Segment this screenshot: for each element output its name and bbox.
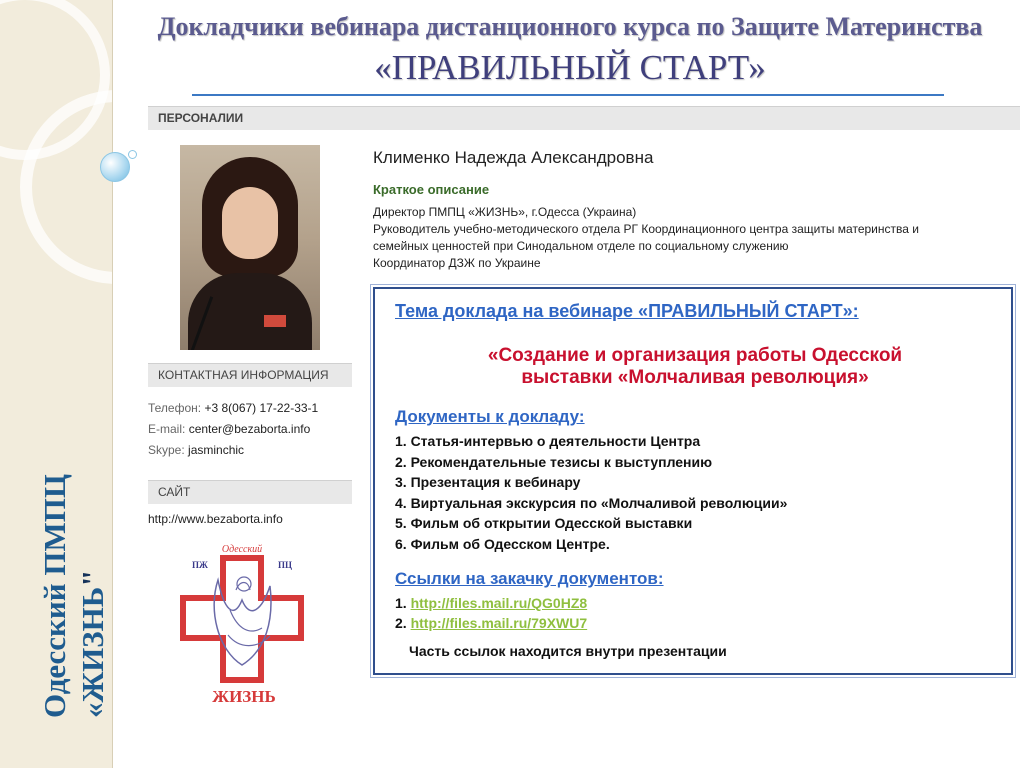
docs-list-item: 1. Статья-интервью о деятельности Центра (395, 433, 701, 449)
report-title-line: «Создание и организация работы Одесской (487, 345, 903, 366)
report-box (373, 287, 1013, 675)
contact-phone (148, 398, 318, 419)
docs-list (395, 431, 787, 554)
report-title-line: выставки «Молчаливая революция» (521, 367, 869, 388)
download-link-number: 1. (395, 595, 411, 611)
description-line: Руководитель учебно-методического отдела РГ Координационного центра защиты материнства и (373, 222, 919, 236)
description-line: Директор ПМПЦ «ЖИЗНЬ», г.Одесса (Украина) (373, 205, 637, 219)
site-link[interactable]: http://www.bezaborta.info (148, 512, 283, 526)
download-link-number: 2. (395, 615, 411, 631)
download-links-list (395, 593, 587, 633)
skype-value: jasminchic (188, 443, 245, 457)
docs-list-item: 6. Фильм об Одесском Центре. (395, 535, 610, 552)
phone-label: Телефон: (148, 401, 202, 415)
description-line: Координатор ДЗЖ по Украине (373, 256, 541, 270)
phone-value: +3 8(067) 17-22-33-1 (204, 401, 319, 415)
download-links-heading: Ссылки на закачку документов: (395, 569, 664, 588)
contact-info (148, 398, 318, 461)
docs-heading: Документы к докладу: (395, 407, 585, 426)
title-divider (192, 94, 944, 96)
speaker-photo (180, 145, 320, 350)
docs-list-item: 5. Фильм об открытии Одесской выставки (395, 515, 693, 531)
download-link[interactable]: http://files.mail.ru/79XWU7 (410, 615, 588, 631)
logo-cross (183, 558, 301, 680)
email-label: E-mail: (148, 422, 186, 436)
logo-top-text: Одесский (221, 544, 263, 555)
decor-bubble (100, 152, 130, 182)
description-text (373, 204, 993, 272)
org-logo (178, 540, 308, 710)
org-name-line2-quote: " (75, 569, 110, 587)
speaker-name: Клименко Надежда Александровна (373, 148, 654, 167)
left-decor-strip (0, 0, 113, 768)
section-bar-contact: КОНТАКТНАЯ ИНФОРМАЦИЯ (148, 363, 352, 387)
description-heading: Краткое описание (373, 182, 490, 197)
org-name-line1: Одесский ПМПЦ (37, 474, 72, 718)
contact-email (148, 419, 318, 440)
org-name-line2-text: «ЖИЗНЬ (75, 586, 110, 718)
logo-left-text: ПЖ (192, 560, 208, 570)
docs-list-item: 4. Виртуальная экскурсия по «Молчаливой революции» (395, 494, 788, 511)
logo-bottom-text: ЖИЗНЬ (212, 687, 276, 706)
page-title: Докладчики вебинара дистанционного курса по Защите Материнства (157, 12, 983, 41)
report-note: Часть ссылок находится внутри презентации (409, 643, 727, 659)
org-name-line2 (74, 388, 112, 718)
skype-label: Skype: (148, 443, 185, 457)
email-value[interactable]: center@bezaborta.info (188, 422, 311, 436)
docs-list-item: 3. Презентация к вебинару (395, 474, 581, 490)
section-bar-personal: ПЕРСОНАЛИИ (148, 106, 1020, 130)
description-line: семейных ценностей при Синодальном отделе по социальному служению (373, 239, 789, 253)
report-topic-label: Тема доклада на вебинаре «ПРАВИЛЬНЫЙ СТАРТ»: (395, 301, 859, 321)
download-link-item (395, 613, 587, 633)
logo-right-text: ПЦ (278, 560, 293, 570)
contact-skype (148, 440, 318, 461)
page-subtitle: «ПРАВИЛЬНЫЙ СТАРТ» (374, 48, 766, 87)
download-link[interactable]: http://files.mail.ru/QG0HZ8 (410, 595, 588, 611)
download-link-item (395, 593, 587, 613)
org-vertical-title (36, 388, 112, 718)
docs-list-item: 2. Рекомендательные тезисы к выступлению (395, 453, 713, 470)
decor-bubble-small (128, 150, 137, 159)
section-bar-site: САЙТ (148, 480, 352, 504)
report-title (395, 345, 995, 389)
